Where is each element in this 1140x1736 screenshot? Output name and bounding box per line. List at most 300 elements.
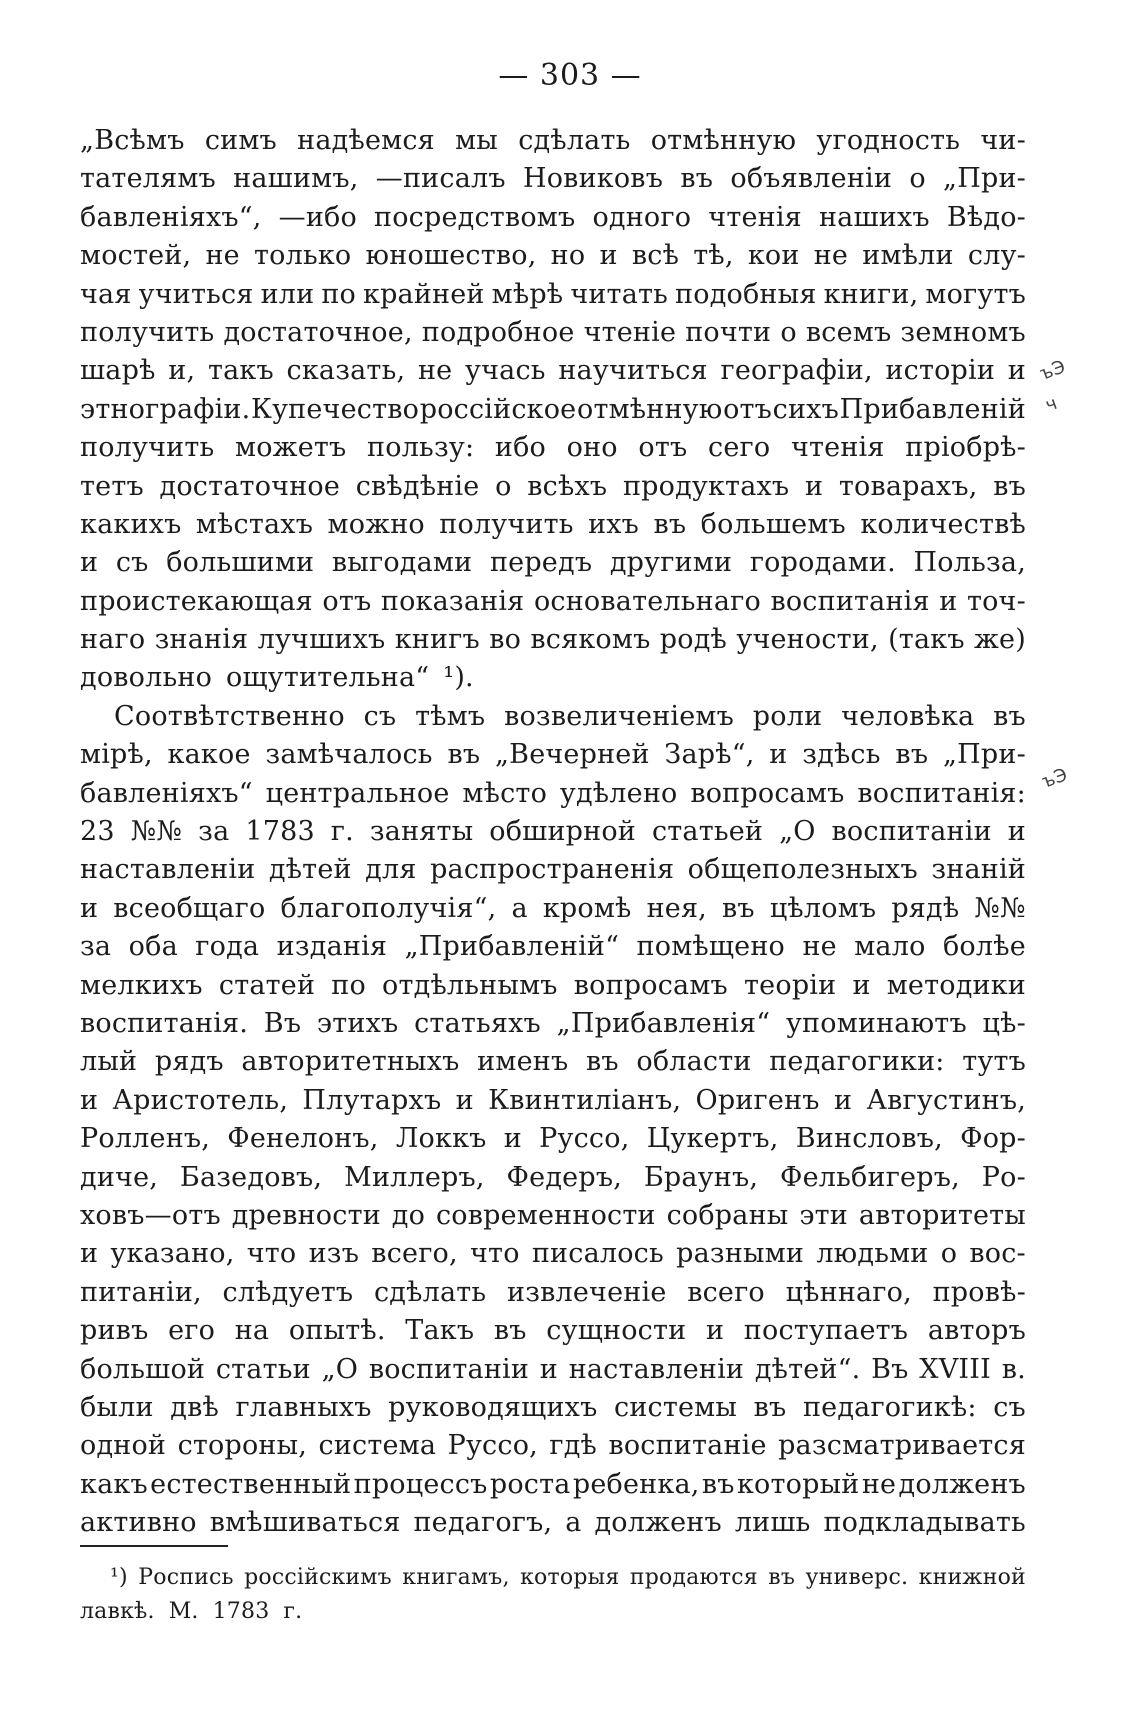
word: благополучія“, bbox=[280, 892, 497, 924]
word: мостей, bbox=[80, 240, 192, 272]
word: и bbox=[939, 585, 958, 617]
word: воспитанія. bbox=[80, 1007, 249, 1039]
word: педагогъ, bbox=[413, 1507, 553, 1539]
word: а bbox=[511, 892, 528, 924]
word: мѣрѣ bbox=[491, 278, 564, 310]
footnote-line bbox=[80, 1561, 1026, 1595]
word: статьяхъ bbox=[414, 1007, 541, 1039]
word: получить bbox=[80, 432, 215, 464]
word: теоріи bbox=[744, 969, 837, 1001]
text-line bbox=[80, 1312, 1026, 1350]
word: Фор- bbox=[960, 1123, 1026, 1155]
word: можетъ bbox=[235, 432, 347, 464]
word: XVIII bbox=[919, 1353, 991, 1385]
word: для bbox=[365, 854, 417, 886]
word: двѣ bbox=[170, 1391, 219, 1423]
word: распространенія bbox=[430, 854, 675, 886]
word: 23 bbox=[80, 816, 115, 848]
word: Польза, bbox=[913, 547, 1026, 579]
word: всего, bbox=[371, 1238, 458, 1270]
word: „Прибавленій“ bbox=[404, 931, 620, 963]
word: чи- bbox=[980, 125, 1026, 156]
word: Такъ bbox=[405, 1315, 475, 1347]
word: роли bbox=[752, 700, 823, 732]
word: тѣ, bbox=[693, 240, 734, 272]
word: книгамъ, bbox=[402, 1565, 510, 1590]
word: статей bbox=[218, 969, 316, 1001]
text-line bbox=[80, 199, 1026, 237]
word: не bbox=[417, 355, 453, 387]
word: поступаетъ bbox=[743, 1315, 909, 1347]
word: людьми bbox=[816, 1238, 929, 1270]
word: кои bbox=[747, 240, 800, 272]
word: какое bbox=[167, 739, 251, 771]
word: не bbox=[861, 1468, 897, 1500]
word: воспитаніи bbox=[368, 1353, 530, 1385]
text-line bbox=[80, 967, 1026, 1005]
word: отдѣльнымъ bbox=[382, 969, 558, 1001]
word: стороны, bbox=[177, 1430, 308, 1462]
word: въ bbox=[585, 1046, 619, 1078]
word: Ро- bbox=[981, 1161, 1026, 1193]
word: этихъ bbox=[316, 1007, 399, 1039]
word: его bbox=[168, 1315, 216, 1347]
word: №№ bbox=[130, 816, 183, 848]
word: географіи, bbox=[720, 355, 873, 387]
word: педагогики: bbox=[769, 1046, 945, 1078]
word: древности bbox=[231, 1199, 381, 1231]
word: мѣстахъ bbox=[195, 508, 314, 540]
footnote-separator bbox=[80, 1545, 228, 1547]
word: городами. bbox=[749, 547, 896, 579]
word: отъ bbox=[638, 432, 688, 464]
word: въ bbox=[680, 163, 714, 195]
word: не bbox=[813, 240, 849, 272]
word: лишь bbox=[734, 1507, 811, 1539]
word: руководящихъ bbox=[388, 1391, 598, 1423]
word: процессъ bbox=[353, 1468, 488, 1500]
word: ¹). bbox=[443, 662, 474, 694]
word: продаются bbox=[629, 1565, 758, 1590]
word: Локкъ bbox=[395, 1123, 487, 1155]
footnote-line bbox=[80, 1595, 1026, 1629]
word: передъ bbox=[489, 547, 593, 579]
word: учась bbox=[465, 355, 546, 387]
margin-annotation: ъЭ bbox=[1037, 356, 1069, 385]
word: о bbox=[780, 316, 797, 348]
word: научиться bbox=[558, 355, 708, 387]
word: о bbox=[909, 163, 926, 195]
word: нея, bbox=[646, 892, 707, 924]
word: роста bbox=[489, 1468, 571, 1500]
text-line bbox=[80, 583, 1026, 621]
word: и bbox=[80, 892, 99, 924]
word: воспитаніе bbox=[608, 1430, 767, 1462]
word: родѣ bbox=[659, 624, 728, 656]
word: мѣсто bbox=[462, 777, 548, 809]
word: по bbox=[331, 969, 366, 1001]
word: подобныя bbox=[675, 278, 817, 310]
word: педагогикѣ: bbox=[802, 1391, 977, 1423]
word: и bbox=[503, 1123, 522, 1155]
word: и bbox=[705, 1315, 725, 1347]
word: въ bbox=[993, 700, 1026, 732]
word: отъ bbox=[723, 393, 773, 425]
word: воспитаніи bbox=[831, 816, 992, 848]
word: возвеличеніемъ bbox=[504, 700, 734, 732]
word: дѣтей“. bbox=[754, 1353, 861, 1385]
word: россійское bbox=[419, 393, 577, 425]
word: статьи bbox=[215, 1353, 311, 1385]
word: (такъ bbox=[888, 624, 965, 656]
word: „Вечерней bbox=[494, 739, 650, 771]
word: симъ bbox=[204, 125, 277, 156]
word: большими bbox=[166, 547, 315, 579]
word: получить bbox=[439, 508, 574, 540]
margin-annotation: ч bbox=[1042, 392, 1060, 417]
word: о bbox=[940, 1238, 958, 1270]
word: этнографіи. bbox=[80, 393, 251, 425]
word: „Прибавленія“ bbox=[556, 1007, 771, 1039]
word: книжной bbox=[918, 1565, 1026, 1590]
word: оно bbox=[566, 432, 618, 464]
text-line bbox=[80, 851, 1026, 889]
word: въ bbox=[701, 1468, 735, 1500]
word: 1783 bbox=[212, 1599, 270, 1624]
word: чтенія bbox=[708, 201, 802, 233]
word: Федеръ, bbox=[506, 1161, 622, 1193]
word: питаніи, bbox=[80, 1276, 202, 1308]
text-line bbox=[80, 698, 1026, 736]
word: мало bbox=[854, 931, 926, 963]
word: Ролленъ, bbox=[80, 1123, 211, 1155]
word: выгодами bbox=[331, 547, 473, 579]
word: ощутительна“ bbox=[226, 662, 430, 694]
word: въ bbox=[768, 1565, 796, 1590]
word: „О bbox=[321, 1353, 359, 1385]
word: удѣлено bbox=[559, 777, 678, 809]
word: —писалъ bbox=[375, 163, 506, 195]
word: такъ bbox=[207, 355, 274, 387]
word: читать bbox=[570, 278, 669, 310]
word: Оригенъ bbox=[695, 1084, 820, 1116]
text-line bbox=[80, 506, 1026, 544]
word: количествѣ bbox=[860, 508, 1026, 540]
word: подкладывать bbox=[823, 1507, 1026, 1539]
word: именъ bbox=[477, 1046, 569, 1078]
word: и bbox=[1007, 816, 1026, 848]
word: съ bbox=[363, 700, 397, 732]
word: писалось bbox=[531, 1238, 664, 1270]
word: въ bbox=[753, 1391, 787, 1423]
word: ¹) bbox=[110, 1565, 128, 1590]
word: бавленіяхъ“, bbox=[80, 201, 262, 233]
word: долженъ bbox=[898, 1468, 1026, 1500]
text-line bbox=[80, 1082, 1026, 1120]
word: всѣ bbox=[631, 240, 680, 272]
word: Зарѣ“, bbox=[664, 739, 755, 771]
word: —ибо bbox=[278, 201, 357, 233]
word: активно bbox=[80, 1507, 197, 1539]
word: воспитанія: bbox=[857, 777, 1026, 809]
word: бавленіяхъ“ bbox=[80, 777, 253, 809]
text-line bbox=[80, 1197, 1026, 1235]
word: наставленіи bbox=[80, 854, 256, 886]
word: цѣ- bbox=[982, 1007, 1026, 1039]
word: сдѣлать bbox=[518, 125, 631, 156]
word: Въ bbox=[871, 1353, 909, 1385]
word: достаточное bbox=[159, 470, 341, 502]
word: Прибавленій bbox=[839, 393, 1026, 425]
word: извлеченіе bbox=[507, 1276, 667, 1308]
word: Фельбигеръ, bbox=[780, 1161, 960, 1193]
word: посредствомъ bbox=[374, 201, 576, 233]
word: лавкѣ. bbox=[80, 1599, 155, 1624]
word: чтеніе bbox=[583, 316, 677, 348]
word: знаній bbox=[931, 854, 1026, 886]
word: помѣщено bbox=[636, 931, 786, 963]
word: исторіи bbox=[885, 355, 996, 387]
word: объявленіи bbox=[730, 163, 893, 195]
word: отмѣнную bbox=[650, 125, 797, 156]
word: точ- bbox=[966, 585, 1026, 617]
word: 1783 bbox=[245, 816, 315, 848]
word: общеполезныхъ bbox=[687, 854, 918, 886]
word: №№ bbox=[974, 892, 1026, 924]
word: же) bbox=[974, 624, 1026, 656]
word: года bbox=[195, 931, 260, 963]
word: учености, bbox=[736, 624, 879, 656]
word: учиться bbox=[138, 278, 254, 310]
word: всемъ bbox=[805, 316, 892, 348]
text-line bbox=[80, 468, 1026, 506]
word: собраны bbox=[666, 1199, 789, 1231]
word: методики bbox=[886, 969, 1026, 1001]
word: сихъ bbox=[772, 393, 839, 425]
word: Аристотель, bbox=[112, 1084, 289, 1116]
word: на bbox=[234, 1315, 270, 1347]
word: знанія bbox=[154, 624, 249, 656]
word: одной bbox=[80, 1430, 167, 1462]
word: за bbox=[80, 931, 112, 963]
word: „При- bbox=[942, 739, 1026, 771]
text-line bbox=[80, 160, 1026, 198]
word: какъ bbox=[80, 1468, 148, 1500]
text-line bbox=[80, 1351, 1026, 1389]
word: обширной bbox=[489, 816, 637, 848]
word: оба bbox=[128, 931, 178, 963]
word: заняты bbox=[369, 816, 474, 848]
text-line bbox=[80, 621, 1026, 659]
word: Миллеръ, bbox=[344, 1161, 485, 1193]
word: авторитетныхъ bbox=[241, 1046, 460, 1078]
word: а bbox=[565, 1507, 582, 1539]
word: пользу: bbox=[367, 432, 475, 464]
word: тателямъ bbox=[80, 163, 216, 195]
text-line bbox=[80, 237, 1026, 275]
text-line bbox=[80, 659, 1026, 697]
word: подробное bbox=[421, 316, 575, 348]
word: Новиковъ bbox=[522, 163, 664, 195]
word: большой bbox=[80, 1353, 206, 1385]
word: имѣли bbox=[862, 240, 954, 272]
text-line bbox=[80, 1005, 1026, 1043]
text-line bbox=[80, 1274, 1026, 1312]
word: тутъ bbox=[962, 1046, 1026, 1078]
word: Руссо, bbox=[539, 1123, 630, 1155]
word: и bbox=[1007, 355, 1026, 387]
word: „Всѣмъ bbox=[80, 125, 185, 156]
word: Цукертъ, bbox=[646, 1123, 779, 1155]
word: достаточное, bbox=[223, 316, 413, 348]
word: сказать, bbox=[286, 355, 406, 387]
word: товарахъ, bbox=[838, 470, 978, 502]
word: въ bbox=[447, 739, 481, 771]
word: и, bbox=[168, 355, 196, 387]
text-line bbox=[80, 429, 1026, 467]
word: центральное bbox=[265, 777, 450, 809]
word: болѣе bbox=[942, 931, 1026, 963]
word: воспитанія bbox=[770, 585, 930, 617]
text-line bbox=[80, 928, 1026, 966]
word: въ bbox=[493, 1315, 527, 1347]
word: „О bbox=[779, 816, 816, 848]
word: слу- bbox=[967, 240, 1026, 272]
word: пріобрѣ- bbox=[905, 432, 1026, 464]
word: человѣка bbox=[841, 700, 975, 732]
text-line bbox=[80, 122, 1026, 160]
word: почти bbox=[685, 316, 772, 348]
text-line bbox=[80, 890, 1026, 928]
word: ребенка, bbox=[572, 1468, 700, 1500]
word: мелкихъ bbox=[80, 969, 203, 1001]
word: другими bbox=[609, 547, 733, 579]
word: системы bbox=[614, 1391, 738, 1423]
word: Руссо, bbox=[447, 1430, 538, 1462]
text-line bbox=[80, 1504, 1026, 1542]
word: не bbox=[802, 931, 837, 963]
word: Купечество bbox=[251, 393, 420, 425]
text-line bbox=[80, 1159, 1026, 1197]
text-line bbox=[80, 813, 1026, 851]
word: и bbox=[80, 547, 99, 579]
word: который bbox=[736, 1468, 860, 1500]
word: дѣтей bbox=[268, 854, 352, 886]
word: крайней bbox=[363, 278, 485, 310]
word: Квинтиліанъ, bbox=[488, 1084, 682, 1116]
word: Браунъ, bbox=[643, 1161, 759, 1193]
word: и bbox=[852, 969, 871, 1001]
word: диче, bbox=[80, 1161, 159, 1193]
word: универс. bbox=[805, 1565, 909, 1590]
word: Винсловъ, bbox=[795, 1123, 943, 1155]
word: изъ bbox=[308, 1238, 360, 1270]
word: нашихъ bbox=[818, 201, 930, 233]
word: или bbox=[260, 278, 315, 310]
word: г. bbox=[330, 816, 354, 848]
word: всего bbox=[687, 1276, 765, 1308]
word: только bbox=[254, 240, 352, 272]
word: не bbox=[205, 240, 240, 272]
word: в. bbox=[1001, 1353, 1026, 1385]
word: гдѣ bbox=[549, 1430, 598, 1462]
word: показанія bbox=[380, 585, 525, 617]
word: эти bbox=[799, 1199, 848, 1231]
word: современности bbox=[435, 1199, 656, 1231]
word: шарѣ bbox=[80, 355, 156, 387]
word: чая bbox=[80, 278, 132, 310]
word: во bbox=[489, 624, 522, 656]
text-line bbox=[80, 736, 1026, 774]
word: статьей bbox=[651, 816, 764, 848]
word: которыя bbox=[520, 1565, 620, 1590]
word: всеобщаго bbox=[113, 892, 266, 924]
word: Роспись bbox=[138, 1565, 234, 1590]
word: лучшихъ bbox=[257, 624, 386, 656]
word: съ bbox=[993, 1391, 1026, 1423]
word: упоминаютъ bbox=[785, 1007, 967, 1039]
word: отъ bbox=[322, 585, 372, 617]
word: ихъ bbox=[588, 508, 640, 540]
word: свѣдѣніе bbox=[355, 470, 480, 502]
word: провѣ- bbox=[932, 1276, 1026, 1308]
word: и bbox=[769, 739, 788, 771]
word: всякомъ bbox=[530, 624, 651, 656]
word: „При- bbox=[943, 163, 1026, 195]
text-line bbox=[80, 391, 1026, 429]
word: вопросамъ bbox=[573, 969, 728, 1001]
word: и bbox=[833, 1084, 853, 1116]
word: мірѣ, bbox=[80, 739, 153, 771]
word: земномъ bbox=[900, 316, 1026, 348]
text-line bbox=[80, 276, 1026, 314]
word: и bbox=[455, 1084, 474, 1116]
word: чтенія bbox=[790, 432, 885, 464]
word: нашимъ, bbox=[233, 163, 359, 195]
word: Плутархъ bbox=[302, 1084, 442, 1116]
word: угодность bbox=[816, 125, 961, 156]
body-text bbox=[80, 122, 1026, 1542]
word: сдѣлать bbox=[373, 1276, 487, 1308]
word: наго bbox=[80, 624, 146, 656]
word: Базедовъ, bbox=[179, 1161, 323, 1193]
word: вос- bbox=[969, 1238, 1026, 1270]
text-line bbox=[80, 1120, 1026, 1158]
word: и bbox=[80, 1238, 99, 1270]
word: въ bbox=[653, 508, 687, 540]
text-line bbox=[80, 1466, 1026, 1504]
word: можно bbox=[327, 508, 425, 540]
word: здѣсь bbox=[802, 739, 881, 771]
word: тѣмъ bbox=[415, 700, 486, 732]
word: Фенелонъ, bbox=[227, 1123, 379, 1155]
word: книги, bbox=[823, 278, 919, 310]
word: тетъ bbox=[80, 470, 144, 502]
word: опытѣ. bbox=[288, 1315, 386, 1347]
word: за bbox=[198, 816, 230, 848]
word: Вѣдо- bbox=[946, 201, 1026, 233]
text-line bbox=[80, 314, 1026, 352]
text-line bbox=[80, 352, 1026, 390]
word: продуктахъ bbox=[622, 470, 790, 502]
text-line bbox=[80, 775, 1026, 813]
word: авторъ bbox=[927, 1315, 1026, 1347]
text-line bbox=[80, 1235, 1026, 1273]
word: М. bbox=[168, 1599, 199, 1624]
word: кромѣ bbox=[542, 892, 632, 924]
word: какихъ bbox=[80, 508, 182, 540]
word: лый bbox=[80, 1046, 138, 1078]
